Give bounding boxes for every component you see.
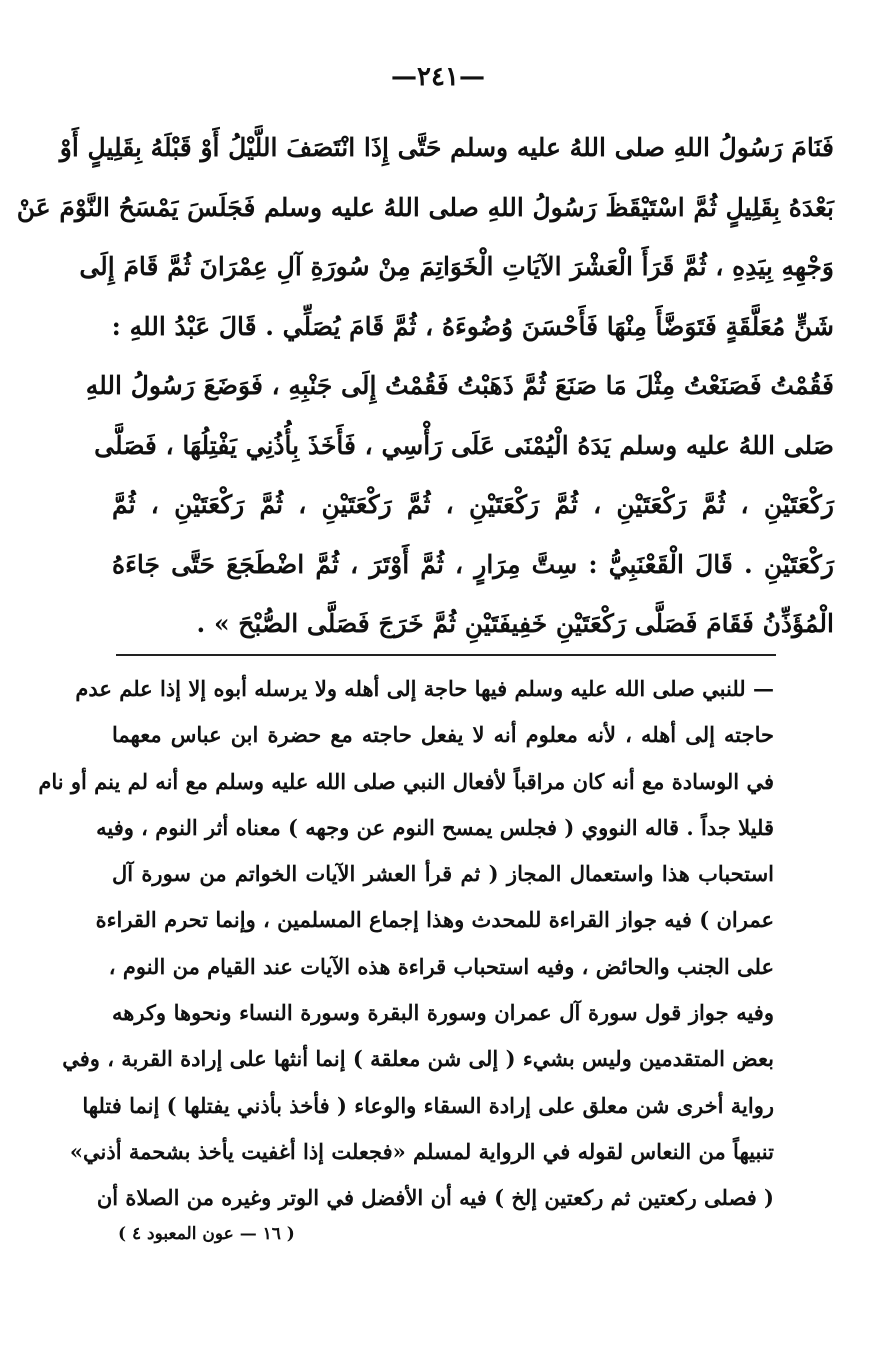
footnote-line: بعض المتقدمين وليس بشيء ( إلى شن معلقة ) إنما أنثها على إرادة القربة ، وفي [62,1046,774,1072]
page-number: —٢٤١— [391,62,485,92]
hadith-line: الْمُؤَذِّنُ فَقَامَ فَصَلَّى رَكْعَتَيْنِ خَفِيفَتَيْنِ ثُمَّ خَرَجَ فَصَلَّى الصُّبْحَ » . [196,609,834,638]
footnote-line: تنبيهاً من النعاس لقوله في الرواية لمسلم «فجعلت إذا أغفيت يأخذ بشحمة أذني» [69,1138,774,1164]
hadith-line: فَقُمْتُ فَصَنَعْتُ مِثْلَ مَا صَنَعَ ثُمَّ ذَهَبْتُ فَقُمْتُ إِلَى جَنْبِهِ ، فَوَضَعَ رَسُولُ اللهِ [85,371,834,400]
hadith-line: بَعْدَهُ بِقَلِيلٍ ثُمَّ اسْتَيْقَظَ رَسُولُ اللهِ صلى اللهُ عليه وسلم فَجَلَسَ يَمْسَحُ النَّوْمَ عَنْ [16,192,834,222]
footnote-line: ( فصلى ركعتين ثم ركعتين إلخ ) فيه أن الأفضل في الوتر وغيره من الصلاة أن [96,1185,774,1211]
footnotes [38,666,774,1222]
hadith-line: رَكْعَتَيْنِ ، ثُمَّ رَكْعَتَيْنِ ، ثُمَّ رَكْعَتَيْنِ ، ثُمَّ رَكْعَتَيْنِ ، ثُمَّ رَكْعَتَيْنِ ، ثُمَّ [112,490,834,519]
footnote-line: استحباب هذا واستعمال المجاز ( ثم قرأ العشر الآيات الخواتم من سورة آل [112,861,774,887]
footnote-line: — للنبي صلى الله عليه وسلم فيها حاجة إلى أهله ولا يرسله أبوه إلا إذا علم عدم [75,676,774,701]
footnote-line: حاجته إلى أهله ، لأنه معلوم أنه لا يفعل حاجته مع حضرة ابن عباس معهما [112,722,774,748]
signature-mark: ( ١٦ — عون المعبود ٤ ) [118,1224,295,1244]
footnote-divider [116,654,776,656]
hadith-text [16,118,834,654]
hadith-line: وَجْهِهِ بِيَدِهِ ، ثُمَّ قَرَأَ الْعَشْرَ الآيَاتِ الْخَوَاتِمَ مِنْ سُورَةِ آلِ عِمْرَانَ ثُمَّ قَامَ إِلَى [79,252,834,281]
footnote-line: وفيه جواز قول سورة آل عمران وسورة البقرة وسورة النساء ونحوها وكرهه [112,1000,774,1026]
hadith-line: فَنَامَ رَسُولُ اللهِ صلى اللهُ عليه وسلم حَتَّى إِذَا انْتَصَفَ اللَّيْلُ أَوْ قَبْلَهُ بِقَلِيلٍ أَوْ [59,133,834,162]
footnote-line: في الوسادة مع أنه كان مراقباً لأفعال النبي صلى الله عليه وسلم مع أنه لم ينم أو نام [38,768,774,794]
hadith-line: شَنٍّ مُعَلَّقَةٍ فَتَوَضَّأَ مِنْهَا فَأَحْسَنَ وُضُوءَهُ ، ثُمَّ قَامَ يُصَلِّي . قَالَ عَبْدُ اللهِ : [111,311,834,341]
footnote-line: عمران ) فيه جواز القراءة للمحدث وهذا إجماع المسلمين ، وإنما تحرم القراءة [95,907,774,933]
footnote-line: على الجنب والحائض ، وفيه استحباب قراءة هذه الآيات عند القيام من النوم ، [108,953,774,979]
footnote-line: قليلا جداً . قاله النووي ( فجلس يمسح النوم عن وجهه ) معناه أثر النوم ، وفيه [96,814,774,840]
hadith-line: رَكْعَتَيْنِ . قَالَ الْقَعْنَبِيُّ : سِتَّ مِرَارٍ ، ثُمَّ أَوْتَرَ ، ثُمَّ اضْطَجَعَ حَتَّى جَاءَهُ [112,549,834,579]
hadith-line: صَلى اللهُ عليه وسلم يَدَهُ الْيُمْنَى عَلَى رَأْسِي ، فَأَخَذَ بِأُذُنِي يَفْتِلُهَا ، فَصَلَّى [94,430,834,460]
footnote-line: رواية أخرى شن معلق على إرادة السقاء والوعاء ( فأخذ بأذني يفتلها ) إنما فتلها [82,1092,774,1118]
